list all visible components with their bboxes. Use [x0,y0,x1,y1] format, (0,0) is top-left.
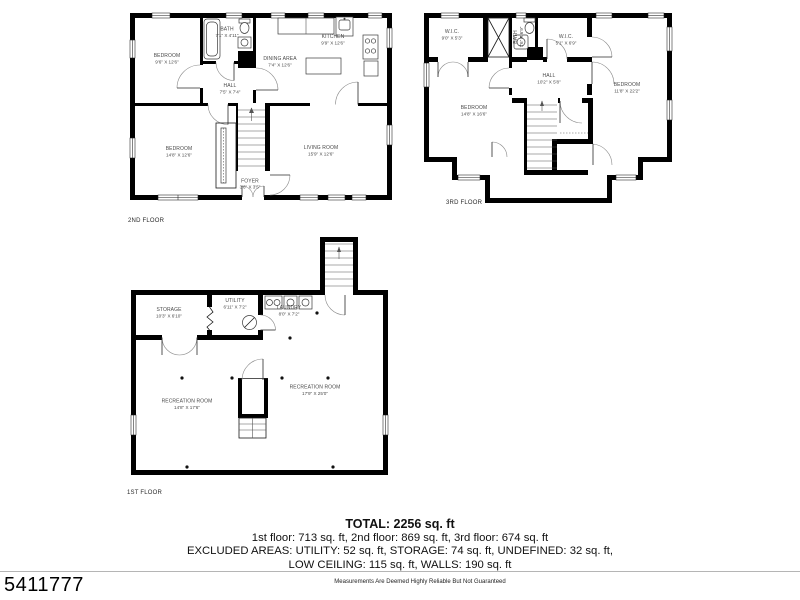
room-label-bedroom2: BEDROOM [165,146,193,152]
room-label-bedroom-right: BEDROOM [613,82,641,88]
room-label-wic2: W.I.C. [558,34,574,40]
second-floor-plan [128,11,394,226]
room-dims-bedroom1: 9'6" X 12'6" [155,59,179,65]
stove-icon [363,35,378,59]
room-dims-bath: 7'6" X 6'9" [519,26,524,48]
excluded-areas-line2: LOW CEILING: 115 sq. ft, WALLS: 190 sq. ft [288,558,512,571]
room-dims-laundry: 8'0" X 7'2" [278,311,300,317]
stairwell-stairs-icon [325,244,353,286]
room-label-rec2: RECREATION ROOM [289,384,341,391]
floor-areas-line: 1st floor: 713 sq. ft, 2nd floor: 869 sq. ft, 3rd floor: 674 sq. ft [251,531,549,544]
room-dims-wic1: 9'0" X 5'3" [441,35,463,41]
room-dims-utility: 6'11" X 7'2" [223,304,247,310]
room-label-bedroom-left: BEDROOM [460,105,488,111]
kitchen-fixtures [278,17,378,76]
room-dims-hall: 10'2" X 5'8" [537,79,561,85]
room-label-dining: DINING AREA [263,56,297,62]
mls-number: 5411777 [4,574,84,596]
room-labels [154,27,345,190]
walls [130,13,392,200]
room-label-storage: STORAGE [156,307,182,313]
room-dims-bedroom-right: 11'8" X 22'2" [614,88,640,94]
accordion-door [207,307,213,330]
room-label-wic1: W.I.C. [444,29,460,35]
stair-direction-arrow [337,247,341,253]
basement-stairs-icon [239,418,266,438]
room-dims-rec2: 17'9" X 25'0" [302,391,328,396]
room-label-kitchen: KITCHEN [321,34,345,40]
toilet-icon [524,18,535,22]
room-dims-bedroom-left: 14'8" X 16'6" [461,111,487,117]
room-dims-foyer: 3'6" X 3'5" [239,184,261,190]
room-label-bedroom1: BEDROOM [153,53,181,59]
footer-divider [0,571,800,572]
room-dims-living: 15'9" X 12'6" [308,151,334,157]
room-dims-kitchen: 9'9" X 12'6" [321,40,345,46]
room-dims-bath: 7'1" X 4'11" [215,33,239,38]
room-dims-bedroom2: 14'8" X 12'6" [166,152,192,158]
stair-direction-arrow [540,101,544,107]
room-label-living: LIVING ROOM [303,145,339,151]
counter-icon [364,61,378,76]
windows [130,13,392,200]
floor-label-3rd: 3RD FLOOR [446,200,483,206]
room-label-rec1: RECREATION ROOM [161,398,213,405]
first-floor-plan [126,235,392,497]
room-label-hall: HALL [542,73,556,79]
closet [216,123,236,188]
third-floor-plan [420,11,676,211]
walls [131,237,388,475]
room-dims-dining: 7'4" X 12'6" [268,62,292,68]
room-dims-wic2: 5'1" X 6'9" [555,40,577,46]
chimney [238,51,256,68]
room-label-laundry: LAUNDRY [276,305,302,311]
room-label-bath: BATH [220,26,234,33]
room-dims-storage: 10'3" X 6'10" [156,313,182,319]
total-area-line: TOTAL: 2256 sq. ft [345,517,455,531]
chimney [527,47,543,60]
room-dims-hall: 7'5" X 7'4" [219,89,241,95]
dining-table-icon [306,58,341,74]
boiler-icon [243,316,257,330]
stairs-icon [238,108,265,167]
floor-label-2nd: 2ND FLOOR [128,218,165,224]
chimney [238,378,242,418]
disclaimer-text: Measurements Are Deemed Highly Reliable But Not Guaranteed [334,579,506,585]
room-label-hall: HALL [223,83,237,89]
floor-label-1st: 1ST FLOOR [127,490,163,496]
room-labels [442,26,641,116]
room-dims-rec1: 14'8" X 17'6" [174,405,200,410]
room-label-foyer: FOYER [241,178,259,185]
room-label-utility: UTILITY [225,298,245,304]
room-label-bath: BATH [513,30,519,44]
excluded-areas-line1: EXCLUDED AREAS: UTILITY: 52 sq. ft, STORAGE: 74 sq. ft, UNDEFINED: 32 sq. ft, [186,545,614,557]
room-labels [156,298,340,410]
